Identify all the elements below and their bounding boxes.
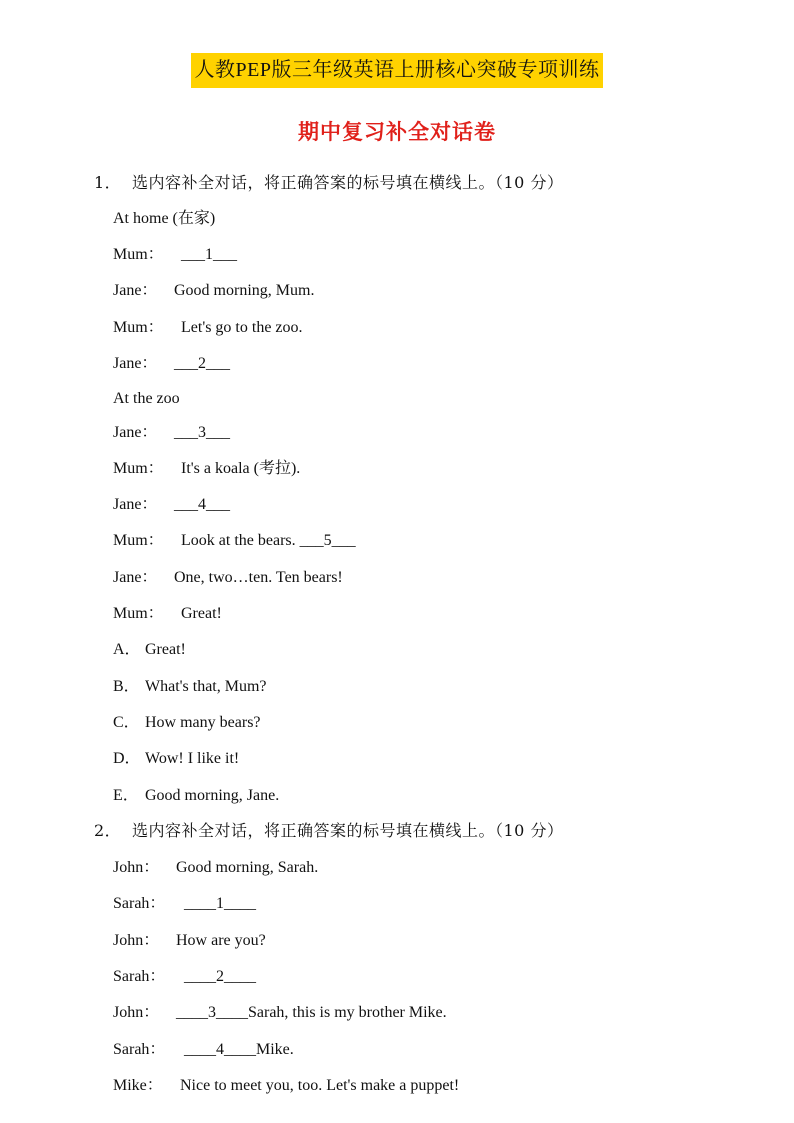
dialogue-text: It's a koala (考拉). xyxy=(181,460,301,477)
question-2-instruction xyxy=(94,821,563,841)
worksheet-title xyxy=(0,53,794,88)
speaker-label: Jane： xyxy=(113,355,158,372)
worksheet-subtitle: 期中复习补全对话卷 xyxy=(298,120,496,144)
option-text: How many bears? xyxy=(145,714,261,731)
option-text: Good morning, Jane. xyxy=(145,787,280,804)
option-text: Wow! I like it! xyxy=(145,750,240,767)
speaker-label: Mum： xyxy=(113,605,164,622)
q2-dialogue-line xyxy=(113,1003,447,1023)
dialogue-text: ___4___ xyxy=(174,496,230,513)
speaker-label: Jane： xyxy=(113,569,158,586)
question-1-instruction xyxy=(94,173,563,193)
option-letter: A． xyxy=(113,641,141,658)
speaker-label: Jane： xyxy=(113,424,158,441)
q1-option-e xyxy=(113,786,279,806)
q1-option-a xyxy=(113,640,186,660)
dialogue-text: ____4____Mike. xyxy=(184,1041,294,1058)
q1-dialogue-line xyxy=(113,568,343,588)
option-letter: D． xyxy=(113,750,141,767)
q1-scene-home: At home (在家) xyxy=(113,210,216,227)
option-letter: B． xyxy=(113,678,140,695)
option-letter: C． xyxy=(113,714,140,731)
option-letter: E． xyxy=(113,787,139,804)
speaker-label: Sarah： xyxy=(113,895,166,912)
dialogue-text: ____1____ xyxy=(184,895,256,912)
question-1-number: 1． xyxy=(94,173,122,192)
q1-dialogue-line xyxy=(113,354,230,374)
title-text: 人教PEP版三年级英语上册核心突破专项训练 xyxy=(191,53,604,88)
q1-dialogue-line xyxy=(113,245,237,265)
dialogue-text: Let's go to the zoo. xyxy=(181,319,303,336)
q2-dialogue-line xyxy=(113,894,256,914)
q1-scene-zoo: At the zoo xyxy=(113,390,180,407)
dialogue-text: ___3___ xyxy=(174,424,230,441)
speaker-label: Sarah： xyxy=(113,1041,166,1058)
dialogue-text: Look at the bears. ___5___ xyxy=(181,532,356,549)
speaker-label: John： xyxy=(113,932,160,949)
q2-dialogue-line xyxy=(113,858,318,878)
q2-dialogue-line xyxy=(113,1076,459,1096)
option-text: Great! xyxy=(145,641,186,658)
speaker-label: Mum： xyxy=(113,319,164,336)
dialogue-text: One, two…ten. Ten bears! xyxy=(174,569,343,586)
q1-dialogue-line xyxy=(113,318,303,338)
speaker-label: Mike： xyxy=(113,1077,163,1094)
question-1-text: 选内容补全对话，将正确答案的标号填在横线上。（10 分） xyxy=(132,173,564,192)
q1-option-c xyxy=(113,713,261,733)
dialogue-text: ___1___ xyxy=(181,246,237,263)
speaker-label: Sarah： xyxy=(113,968,166,985)
speaker-label: Mum： xyxy=(113,246,164,263)
q2-dialogue-line xyxy=(113,931,266,951)
dialogue-text: Nice to meet you, too. Let's make a puppet! xyxy=(180,1077,460,1094)
q1-option-d xyxy=(113,749,239,769)
dialogue-text: Good morning, Sarah. xyxy=(176,859,319,876)
speaker-label: John： xyxy=(113,1004,160,1021)
speaker-label: John： xyxy=(113,859,160,876)
question-2-number: 2． xyxy=(94,821,122,840)
speaker-label: Mum： xyxy=(113,460,164,477)
dialogue-text: How are you? xyxy=(176,932,266,949)
option-text: What's that, Mum? xyxy=(145,678,267,695)
q2-dialogue-line xyxy=(113,1040,294,1060)
q1-dialogue-line xyxy=(113,531,356,551)
speaker-label: Jane： xyxy=(113,282,158,299)
dialogue-text: ____3____Sarah, this is my brother Mike. xyxy=(176,1004,447,1021)
speaker-label: Jane： xyxy=(113,496,158,513)
q1-dialogue-line xyxy=(113,281,314,301)
dialogue-text: ___2___ xyxy=(174,355,230,372)
q1-dialogue-line xyxy=(113,423,230,443)
q1-dialogue-line xyxy=(113,495,230,515)
q1-dialogue-line xyxy=(113,459,300,479)
dialogue-text: Good morning, Mum. xyxy=(174,282,315,299)
q1-option-b xyxy=(113,677,267,697)
dialogue-text: ____2____ xyxy=(184,968,256,985)
q2-dialogue-line xyxy=(113,967,256,987)
question-2-text: 选内容补全对话，将正确答案的标号填在横线上。（10 分） xyxy=(132,821,564,840)
dialogue-text: Great! xyxy=(181,605,222,622)
speaker-label: Mum： xyxy=(113,532,164,549)
q1-dialogue-line xyxy=(113,604,222,624)
